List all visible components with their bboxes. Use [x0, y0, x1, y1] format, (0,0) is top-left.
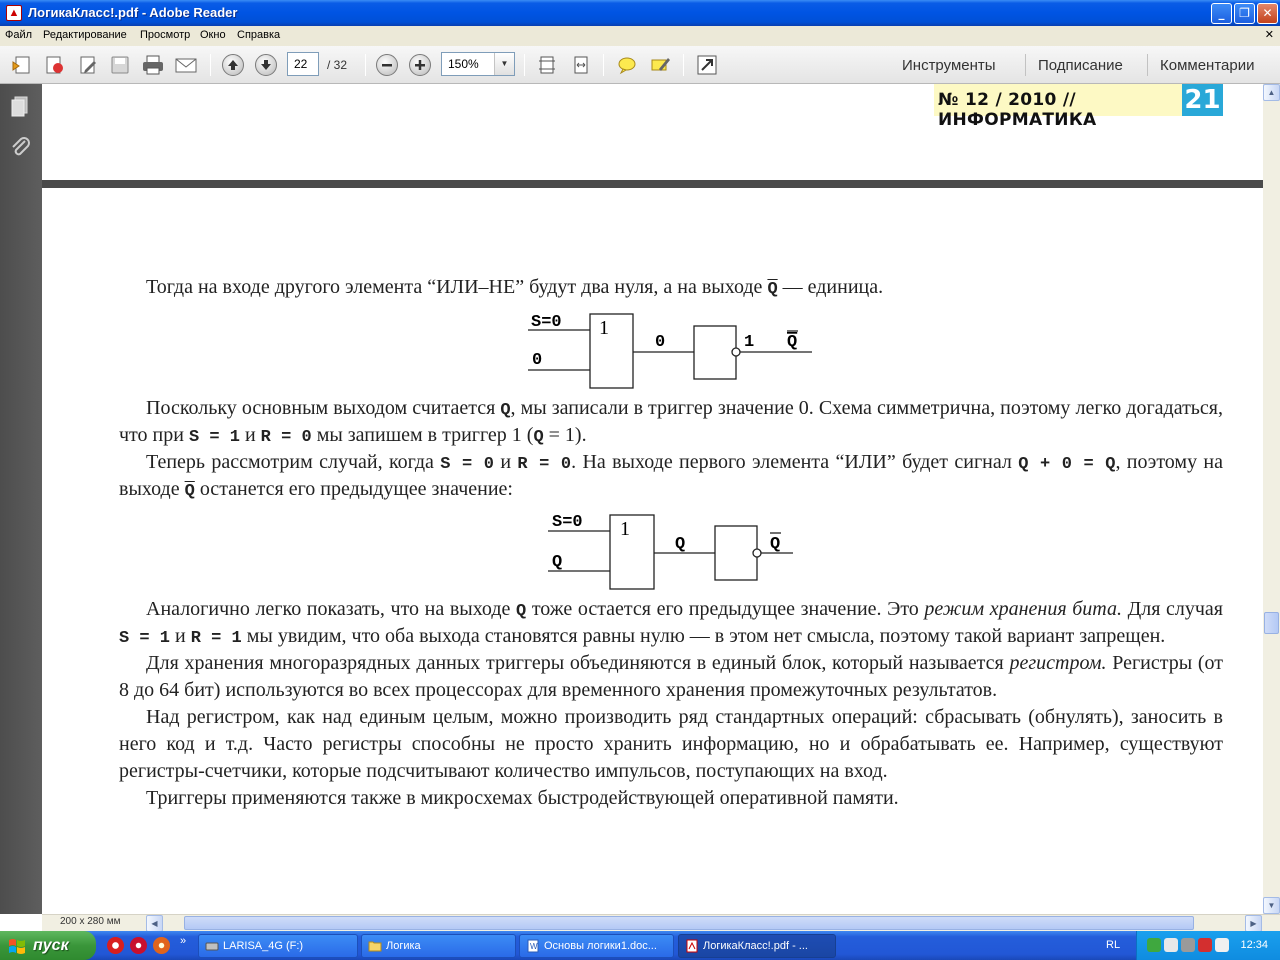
tray-misc-icon[interactable]: [1215, 938, 1229, 952]
menu-window[interactable]: Окно: [200, 29, 226, 41]
folder-icon: [368, 939, 382, 953]
email-icon[interactable]: [174, 53, 198, 77]
horizontal-scroll-thumb[interactable]: [184, 916, 1194, 930]
zoom-value: 150%: [448, 57, 479, 71]
svg-text:1: 1: [599, 317, 609, 339]
window-title: ЛогикаКласс!.pdf - Adobe Reader: [28, 5, 238, 20]
taskbar: [0, 931, 1280, 960]
start-button[interactable]: пуск: [0, 931, 96, 960]
page-total: / 32: [327, 58, 348, 72]
volume-icon[interactable]: [1181, 938, 1195, 952]
system-tray: [1136, 931, 1280, 960]
paragraph-3: Теперь рассмотрим случай, когда S = 0 и R = 0. На выходе первого элемента “ИЛИ” будет сигнал Q + 0 = Q, поэтому на выходе $\overline{Q}$ останется его предыдущее значение:: [119, 451, 1224, 501]
edit-icon[interactable]: [76, 53, 100, 77]
navigation-pane: [0, 84, 42, 914]
zoom-out-icon[interactable]: [375, 53, 399, 77]
fit-page-icon[interactable]: [535, 53, 559, 77]
clock[interactable]: 12:34: [1240, 939, 1268, 951]
paragraph-4: Аналогично легко показать, что на выходе Q тоже остается его предыдущее значение. Это режим хранения бита. Для случая S = 1 и R = 1 мы увидим, что оба выхода становятся равны нулю — в этом нет смысла, поэтому такой вариант запрещен. Для хранения многоразрядных данных триггеры объединяются в единый блок, который называется регистром. Регистры (от 8 до 64 бит) используются во всех процессорах для временного хранения промежуточных результатов. Над регистром, как над единым целым, можно производить ряд стандартных операций: сбрасывать (обнулять), заносить в него код и т.д. Часто регистры способны не просто хранить информацию, но и обрабатывать ее. Например, существуют регистры-счетчики, которые подсчитывают количество импульсов, поступающих на вход. Триггеры применяются также в микросхемах быстродействующей оперативной памяти.: [119, 596, 1223, 812]
tray-app-icon[interactable]: [1164, 938, 1178, 952]
zoom-select[interactable]: [441, 52, 515, 76]
menu-help[interactable]: Справка: [237, 29, 281, 41]
rs-trigger-diagram-2: [507, 504, 827, 594]
svg-text:0: 0: [655, 333, 666, 352]
fullscreen-icon[interactable]: [695, 53, 719, 77]
highlight-icon[interactable]: [648, 53, 672, 77]
vertical-scrollbar[interactable]: [1263, 84, 1280, 914]
journal-header: [934, 84, 1223, 130]
page-thumbnails-icon[interactable]: [9, 94, 33, 118]
maximize-button[interactable]: ❐: [1234, 3, 1255, 24]
svg-text:S=0: S=0: [552, 513, 583, 532]
word-doc-icon: [526, 939, 540, 953]
task-drive[interactable]: LARISA_4G (F:): [198, 934, 358, 958]
document-page: [42, 84, 1263, 914]
minimize-button[interactable]: _: [1211, 3, 1232, 24]
prev-page-icon[interactable]: [221, 53, 245, 77]
svg-text:S=0: S=0: [531, 313, 562, 332]
pdf-icon: [685, 939, 699, 953]
journal-page-number: 21: [1182, 84, 1223, 116]
paragraph-6: Над регистром, как над единым целым, можно производить ряд стандартных операций: сбрасывать (обнулять), заносить в него код и т.д. Часто регистры способны не просто хранить информацию, но и обрабатывать ее. Например, существуют регистры-счетчики, которые подсчитывают количество импульсов, поступающих на вход.: [119, 706, 1223, 782]
title-bar: [0, 0, 1280, 26]
comment-icon[interactable]: [615, 53, 639, 77]
menu-close-icon[interactable]: ✕: [1264, 29, 1274, 41]
create-pdf-icon[interactable]: [10, 53, 34, 77]
paragraph-5: Для хранения многоразрядных данных триггеры объединяются в единый блок, который называется регистром. Регистры (от 8 до 64 бит) используются во всех процессорах для временного хранения промежуточных результатов.: [119, 652, 1223, 701]
task-word[interactable]: W Основы логики1.doc...: [519, 934, 674, 958]
paragraph-1: Тогда на входе другого элемента “ИЛИ–НЕ” будут два нуля, а на выходе $\overline{Q}$ — единица.: [146, 276, 884, 299]
quicklaunch-more-icon[interactable]: »: [180, 935, 187, 947]
comment-pane-link[interactable]: Комментарии: [1160, 57, 1255, 74]
scroll-left-icon[interactable]: ◀: [146, 915, 163, 932]
svg-text:1: 1: [744, 333, 755, 352]
close-button[interactable]: ✕: [1257, 3, 1278, 24]
tray-warning-icon[interactable]: [1198, 938, 1212, 952]
create-icon[interactable]: [42, 53, 66, 77]
svg-text:1: 1: [620, 518, 630, 540]
svg-text:W: W: [530, 942, 538, 951]
save-icon[interactable]: [108, 53, 132, 77]
tools-pane-link[interactable]: Инструменты: [902, 57, 996, 74]
sign-pane-link[interactable]: Подписание: [1038, 57, 1123, 74]
vertical-scroll-thumb[interactable]: [1264, 612, 1279, 634]
journal-issue: № 12 / 2010 // ИНФОРМАТИКА: [938, 90, 1097, 130]
svg-text:0: 0: [532, 351, 543, 370]
quicklaunch-media-icon[interactable]: [153, 937, 170, 954]
next-page-icon[interactable]: [254, 53, 278, 77]
svg-text:Q: Q: [552, 553, 563, 572]
svg-text:Q: Q: [787, 333, 798, 352]
menu-file[interactable]: Файл: [5, 29, 33, 41]
page-size-label: 200 x 280 мм: [60, 916, 121, 927]
windows-flag-icon: [8, 937, 26, 955]
pdf-app-icon: ▲: [6, 5, 22, 21]
header-rule: [42, 180, 1263, 188]
svg-text:Q: Q: [675, 535, 686, 554]
scroll-right-icon[interactable]: ▶: [1245, 915, 1262, 932]
menu-edit[interactable]: Редактирование: [43, 29, 127, 41]
menu-view[interactable]: Просмотр: [140, 29, 191, 41]
paragraph-7: Триггеры применяются также в микросхемах быстродействующей оперативной памяти.: [146, 787, 899, 809]
opera-icon[interactable]: [107, 937, 124, 954]
scroll-down-icon[interactable]: ▼: [1263, 897, 1280, 914]
task-adobe-reader[interactable]: ЛогикаКласс!.pdf - ...: [678, 934, 836, 958]
menu-bar: [0, 26, 1280, 46]
language-indicator[interactable]: RL: [1106, 939, 1121, 951]
fit-width-icon[interactable]: [569, 53, 593, 77]
svg-text:Q: Q: [770, 535, 781, 554]
task-folder[interactable]: Логика: [361, 934, 516, 958]
page-number-input[interactable]: 22: [287, 52, 319, 76]
scroll-up-icon[interactable]: ▲: [1263, 84, 1280, 101]
chevron-down-icon[interactable]: ▼: [494, 53, 514, 75]
paragraph-2: Поскольку основным выходом считается Q, мы записали в триггер значение 0. Схема симметрична, поэтому легко догадаться, что при S = 1 и R = 0 мы запишем в триггер 1 (Q = 1). Теперь рассмотрим случай, когда S = 0 и R = 0. На выходе первого элемента “ИЛИ” будет сигнал Q + 0 = Q, поэтому на выходе $\overline{Q}$ останется его предыдущее значение:: [119, 397, 1224, 501]
rs-trigger-diagram-1: [487, 304, 847, 394]
zoom-in-icon[interactable]: [408, 53, 432, 77]
attachments-icon[interactable]: [9, 136, 33, 160]
status-bar: [42, 914, 1280, 931]
print-icon[interactable]: [141, 53, 165, 77]
quicklaunch-app-icon[interactable]: [130, 937, 147, 954]
drive-icon: [205, 939, 219, 953]
network-icon[interactable]: [1147, 938, 1161, 952]
